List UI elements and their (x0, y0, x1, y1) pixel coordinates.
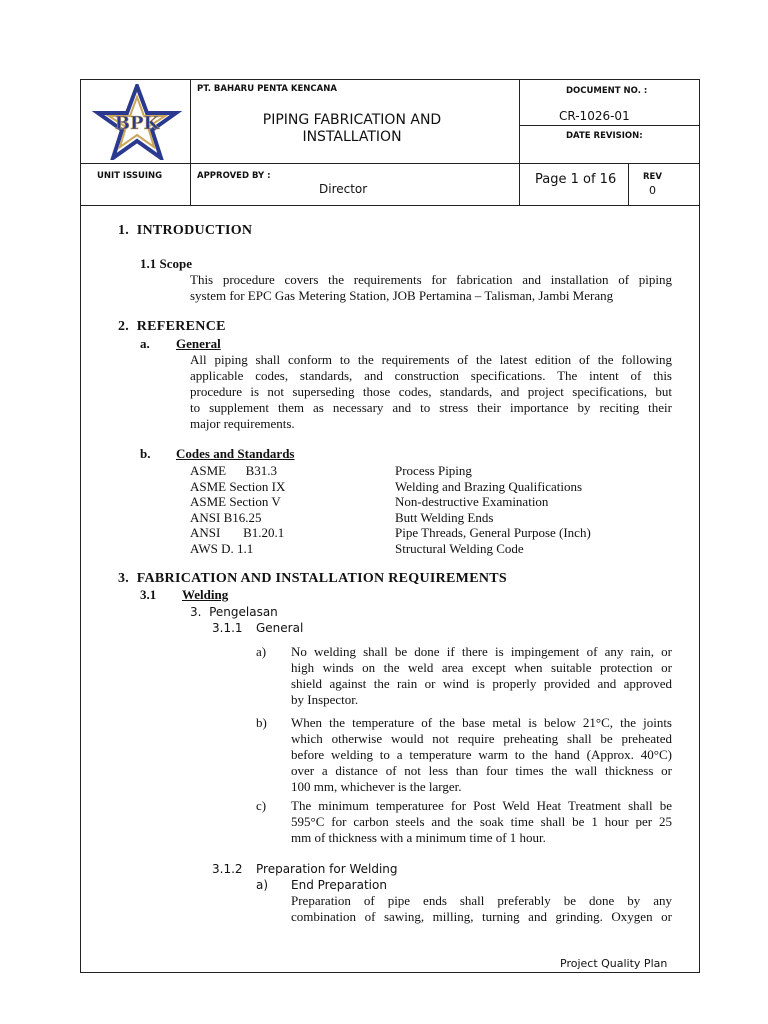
item-c-text (291, 798, 672, 846)
item-c-line: mm of thickness with a minimum time of 1 hour. (291, 830, 546, 845)
code-name: ANSI B16.25 (190, 509, 262, 525)
code-name: ANSI B1.20.1 (190, 525, 285, 540)
approved-by-label: APPROVED BY : (197, 171, 271, 181)
code-row (190, 541, 650, 557)
document-title (222, 112, 482, 146)
document-no: CR-1026-01 (559, 109, 630, 123)
code-row (190, 510, 650, 526)
document-no-label: DOCUMENT NO. : (566, 86, 648, 96)
end-prep-line: Preparation of pipe ends shall preferably be done by any (291, 893, 672, 908)
section-2b-heading: Codes and Standards (176, 446, 295, 461)
unit-issuing-label: UNIT ISSUING (97, 171, 163, 181)
section-2a-letter: a. (140, 336, 150, 351)
page-number: Page 1 of 16 (535, 172, 617, 187)
title-line-1: PIPING FABRICATION AND (262, 112, 442, 128)
item-a-text (291, 644, 672, 708)
code-row (190, 479, 650, 495)
code-name: ASME Section IX (190, 478, 286, 494)
general-line-1: All piping shall conform to the requirements of the latest edition of the following (190, 352, 672, 367)
title-line-2: INSTALLATION (302, 129, 402, 145)
approved-by-value: Director (319, 182, 368, 196)
general-line-4: to supplement them as necessary and to stress their importance by reciting their (190, 400, 672, 415)
scope-line-1: This procedure covers the requirements for fabrication and installation of piping (190, 272, 672, 287)
section-3-1-1-heading: General (256, 621, 304, 635)
item-312a-heading: End Preparation (291, 878, 387, 892)
scope-paragraph (190, 272, 672, 304)
code-desc: Butt Welding Ends (395, 509, 494, 525)
item-a-line: No welding shall be done if there is impingement of any rain, or (291, 644, 672, 659)
section-1-heading: 1. INTRODUCTION (118, 223, 253, 238)
general-line-5: major requirements. (190, 416, 295, 431)
item-c-line: 595°C for carbon steels and the soak time shall be 1 hour per 25 (291, 814, 672, 829)
item-b-line: over a distance of not less than four times the wall thickness or (291, 763, 672, 778)
section-3-1-heading: Welding (182, 587, 229, 602)
section-2b-letter: b. (140, 446, 151, 461)
item-b-line: When the temperature of the base metal is below 21°C, the joints (291, 715, 672, 730)
section-2a-heading: General (176, 336, 221, 351)
item-c-letter: c) (256, 798, 267, 813)
general-line-3: procedure is not superseding those codes, standards, and project specifications, but (190, 384, 672, 399)
item-b-line: before welding to a temperature warm to the hand (Approx. 40°C) (291, 747, 672, 762)
scope-line-2: system for EPC Gas Metering Station, JOB Pertamina – Talisman, Jambi Merang (190, 288, 614, 303)
code-desc: Welding and Brazing Qualifications (395, 478, 583, 494)
section-3-1-2-heading: Preparation for Welding (256, 862, 398, 876)
code-desc: Non-destructive Examination (395, 494, 549, 509)
item-b-line: which otherwise would not require preheating shall be preheated (291, 731, 672, 746)
rev-label: REV (643, 172, 662, 182)
header-col-line-2 (519, 79, 520, 205)
code-name: ASME Section V (190, 494, 281, 509)
section-3-heading: 3. FABRICATION AND INSTALLATION REQUIREMENTS (118, 571, 507, 586)
code-name: AWS D. 1.1 (190, 540, 254, 556)
company-logo (88, 84, 186, 160)
item-b-line: 100 mm, whichever is the larger. (291, 779, 462, 794)
header-divider-2 (80, 205, 700, 206)
logo-text: BPK (114, 113, 160, 134)
code-row (190, 525, 650, 541)
item-c-line: The minimum temperaturee for Post Weld Heat Treatment shall be (291, 798, 672, 813)
section-1-1-heading: 1.1 Scope (140, 256, 192, 271)
pengelasan-label: 3. Pengelasan (190, 605, 278, 619)
code-desc: Process Piping (395, 463, 472, 478)
rev-col-line (628, 163, 629, 205)
item-312a-letter: a) (256, 878, 269, 892)
date-revision-label: DATE REVISION: (566, 131, 643, 141)
code-row (190, 463, 650, 479)
company-name: PT. BAHARU PENTA KENCANA (197, 84, 337, 94)
code-desc: Structural Welding Code (395, 540, 524, 556)
item-b-text (291, 715, 672, 795)
rev-value: 0 (649, 184, 656, 197)
end-prep-line: combination of sawing, milling, turning and grinding. Oxygen or (291, 909, 672, 924)
general-line-2: applicable codes, standards, and construction specifications. The intent of this (190, 368, 672, 383)
section-3-1-2-number: 3.1.2 (212, 862, 243, 876)
item-a-line: high winds on the weld area except when suitable protection or (291, 660, 672, 675)
end-preparation-paragraph (291, 893, 672, 925)
item-a-letter: a) (256, 644, 267, 659)
general-paragraph (190, 352, 672, 432)
item-a-line: by Inspector. (291, 692, 359, 707)
code-name: ASME B31.3 (190, 463, 278, 478)
code-row (190, 494, 650, 510)
header-divider-1 (80, 163, 700, 164)
header-col-line-1 (190, 79, 191, 205)
item-b-letter: b) (256, 715, 267, 730)
section-3-1-1-number: 3.1.1 (212, 621, 243, 635)
footer-text: Project Quality Plan (560, 957, 668, 970)
code-desc: Pipe Threads, General Purpose (Inch) (395, 525, 591, 540)
section-2-heading: 2. REFERENCE (118, 319, 226, 334)
item-a-line: shield against the rain or wind is properly provided and approved (291, 676, 672, 691)
docno-divider (519, 125, 700, 126)
codes-table (190, 463, 650, 556)
section-3-1-number: 3.1 (140, 587, 157, 602)
